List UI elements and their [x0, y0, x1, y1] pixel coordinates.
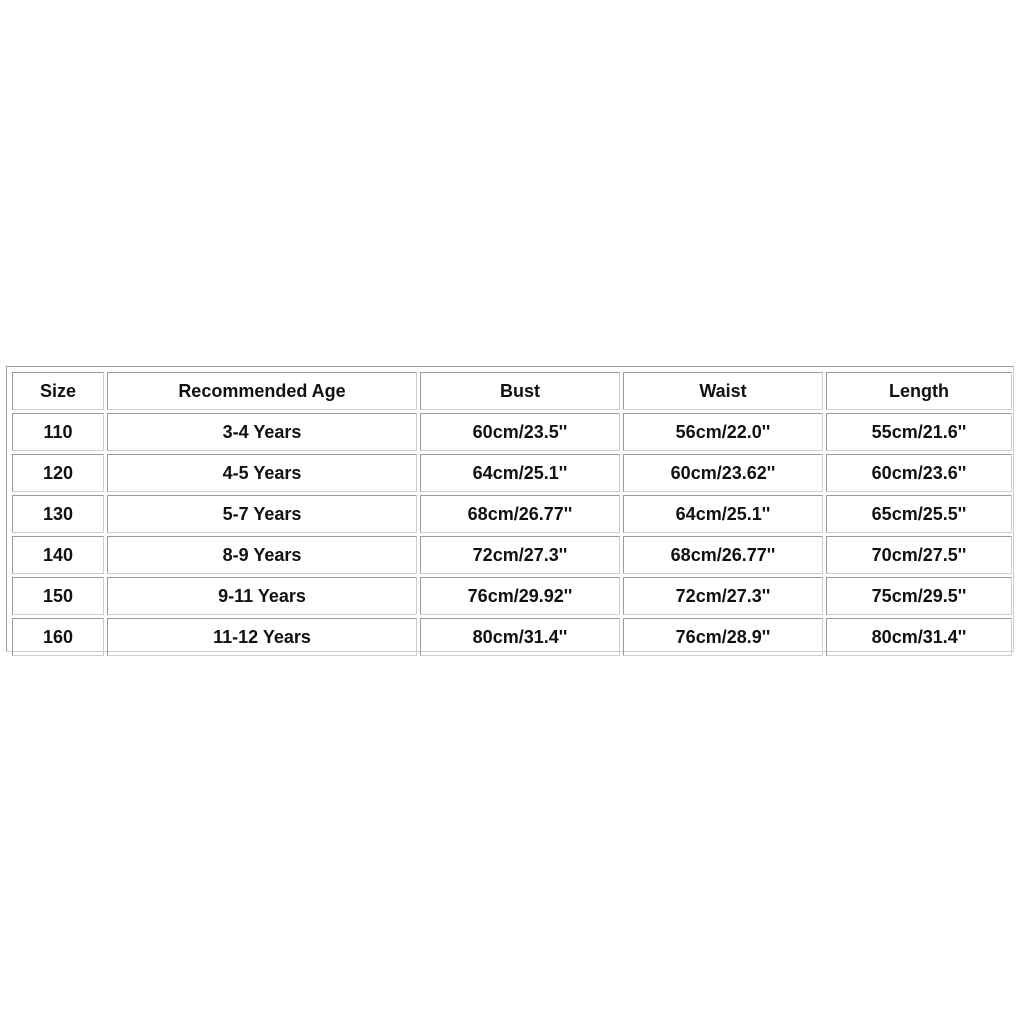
cell-size: 110: [12, 413, 104, 451]
table-row: [12, 618, 1012, 656]
size-chart: [6, 366, 1014, 652]
cell-bust: 72cm/27.3'': [420, 536, 620, 574]
header-size: Size: [12, 372, 104, 410]
cell-age: 11-12 Years: [107, 618, 417, 656]
cell-size: 160: [12, 618, 104, 656]
cell-waist: 68cm/26.77'': [623, 536, 823, 574]
cell-waist: 56cm/22.0'': [623, 413, 823, 451]
cell-bust: 60cm/23.5'': [420, 413, 620, 451]
cell-age: 3-4 Years: [107, 413, 417, 451]
cell-bust: 80cm/31.4'': [420, 618, 620, 656]
cell-bust: 76cm/29.92'': [420, 577, 620, 615]
table-header-row: [12, 372, 1012, 410]
table-row: [12, 495, 1012, 533]
table-row: [12, 454, 1012, 492]
header-length: Length: [826, 372, 1012, 410]
cell-length: 55cm/21.6'': [826, 413, 1012, 451]
cell-age: 5-7 Years: [107, 495, 417, 533]
cell-size: 130: [12, 495, 104, 533]
header-bust: Bust: [420, 372, 620, 410]
cell-waist: 60cm/23.62'': [623, 454, 823, 492]
cell-waist: 64cm/25.1'': [623, 495, 823, 533]
table-row: [12, 536, 1012, 574]
cell-size: 120: [12, 454, 104, 492]
cell-length: 65cm/25.5'': [826, 495, 1012, 533]
cell-age: 9-11 Years: [107, 577, 417, 615]
cell-length: 70cm/27.5'': [826, 536, 1012, 574]
cell-length: 60cm/23.6'': [826, 454, 1012, 492]
cell-length: 75cm/29.5'': [826, 577, 1012, 615]
header-recommended-age: Recommended Age: [107, 372, 417, 410]
cell-bust: 68cm/26.77'': [420, 495, 620, 533]
cell-size: 150: [12, 577, 104, 615]
size-table: [9, 369, 1015, 659]
cell-bust: 64cm/25.1'': [420, 454, 620, 492]
cell-waist: 72cm/27.3'': [623, 577, 823, 615]
table-row: [12, 577, 1012, 615]
cell-waist: 76cm/28.9'': [623, 618, 823, 656]
header-waist: Waist: [623, 372, 823, 410]
cell-age: 4-5 Years: [107, 454, 417, 492]
table-row: [12, 413, 1012, 451]
cell-age: 8-9 Years: [107, 536, 417, 574]
cell-size: 140: [12, 536, 104, 574]
cell-length: 80cm/31.4'': [826, 618, 1012, 656]
